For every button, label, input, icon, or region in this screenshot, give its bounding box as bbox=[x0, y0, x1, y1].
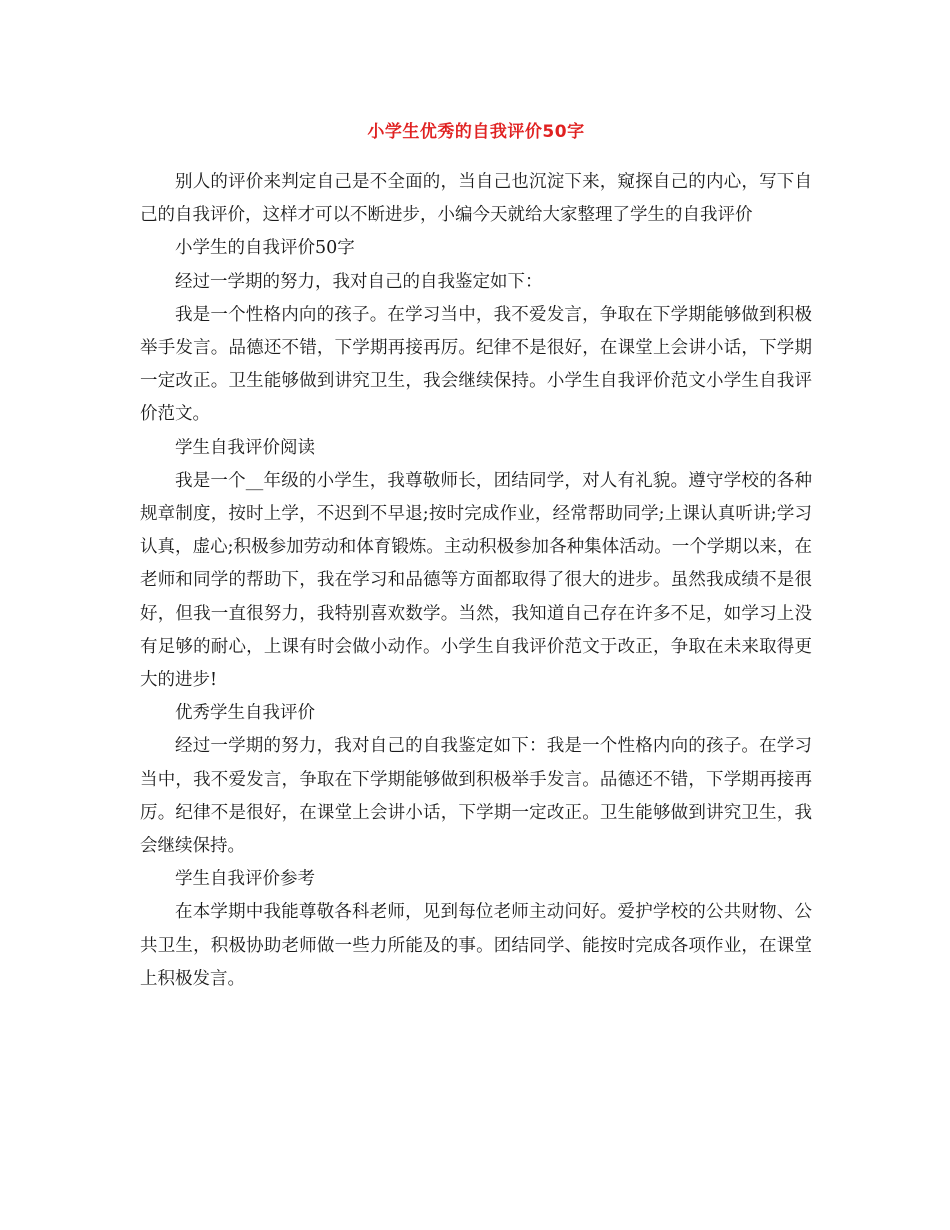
document-page bbox=[140, 118, 812, 996]
section-heading: 小学生的自我评价50字 bbox=[175, 238, 355, 259]
body-paragraph: 在本学期中我能尊敬各科老师，见到每位老师主动问好。爱护学校的公共财物、公共卫生，积极协助老师做一些力所能及的事。团结同学、能按时完成各项作业，在课堂上积极发言。 bbox=[140, 902, 812, 989]
body-paragraph: 经过一学期的努力，我对自己的自我鉴定如下：我是一个性格内向的孩子。在学习当中，我不爱发言，争取在下学期能够做到积极举手发言。品德还不错，下学期再接再厉。纪律不是很好，在课堂上会讲小话，下学期一定改正。卫生能够做到讲究卫生，我会继续保持。 bbox=[140, 736, 812, 857]
body-paragraph: 经过一学期的努力，我对自己的自我鉴定如下： bbox=[175, 271, 543, 292]
intro-paragraph: 别人的评价来判定自己是不全面的，当自己也沉淀下来，窥探自己的内心，写下自己的自我评价，这样才可以不断进步，小编今天就给大家整理了学生的自我评价 bbox=[140, 172, 812, 226]
body-paragraph: 我是一个__年级的小学生，我尊敬师长，团结同学，对人有礼貌。遵守学校的各种规章制度，按时上学，不迟到不早退;按时完成作业，经常帮助同学;上课认真听讲;学习认真，虚心;积极参加劳动和体育锻炼。主动积极参加各种集体活动。一个学期以来，在老师和同学的帮助下，我在学习和品德等方面都取得了很大的进步。虽然我成绩不是很好，但我一直很努力，我特别喜欢数学。当然，我知道自己存在许多不足，如学习上没有足够的耐心，上课有时会做小动作。小学生自我评价范文于改正，争取在未来取得更大的进步! bbox=[140, 470, 812, 691]
document-title: 小学生优秀的自我评价50字 bbox=[367, 122, 585, 142]
section-heading: 学生自我评价阅读 bbox=[175, 437, 315, 458]
body-paragraph: 我是一个性格内向的孩子。在学习当中，我不爱发言，争取在下学期能够做到积极举手发言。品德还不错，下学期再接再厉。纪律不是很好，在课堂上会讲小话，下学期一定改正。卫生能够做到讲究卫生，我会继续保持。小学生自我评价范文小学生自我评价范文。 bbox=[140, 304, 812, 425]
section-heading: 学生自我评价参考 bbox=[175, 869, 315, 890]
section-heading: 优秀学生自我评价 bbox=[175, 703, 315, 724]
